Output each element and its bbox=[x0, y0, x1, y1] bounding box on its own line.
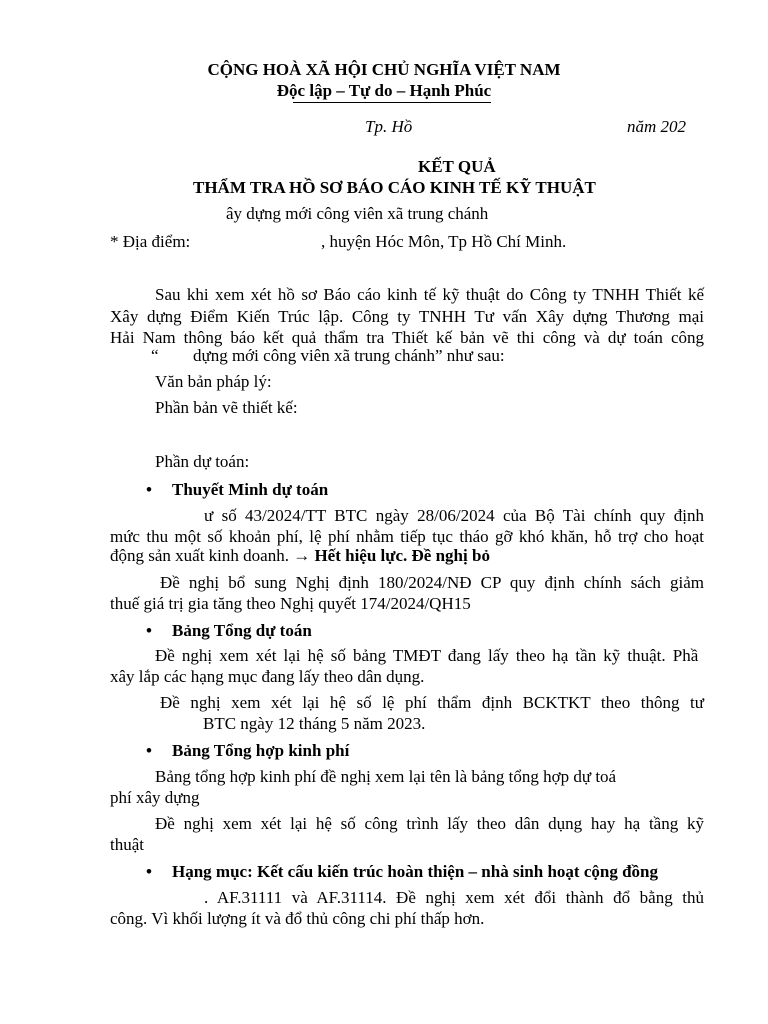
bullet-item-3 bbox=[146, 740, 349, 762]
section-estimate: Phần dự toán: bbox=[155, 452, 250, 471]
location-value: , huyện Hóc Môn, Tp Hồ Chí Minh. bbox=[321, 232, 567, 251]
document-subtitle: THẨM TRA HỒ SƠ BÁO CÁO KINH TẾ KỸ THUẬT bbox=[193, 178, 596, 197]
bullet-icon: • bbox=[146, 741, 152, 760]
bullet-label: Thuyết Minh dự toán bbox=[172, 480, 329, 499]
national-title: CỘNG HOÀ XÃ HỘI CHỦ NGHĨA VIỆT NAM bbox=[207, 60, 561, 79]
b4-p1-line-2: công. Vì khối lượng ít và đổ thủ công chi phí thấp hơn. bbox=[110, 909, 485, 928]
location-label: * Địa điểm: bbox=[110, 232, 191, 251]
b1-p1-line-3 bbox=[110, 545, 490, 567]
b1-p1-line-1: ư số 43/2024/TT BTC ngày 28/06/2024 của Bộ Tài chính quy định bbox=[204, 506, 704, 525]
b1-p2-line-2: thuế giá trị gia tăng theo Nghị quyết 174/2024/QH15 bbox=[110, 594, 471, 613]
b2-p1-line-1: Đề nghị xem xét lại hệ số bảng TMĐT đang lấy theo hạ tần kỹ thuật. Phầ bbox=[155, 646, 699, 665]
intro-line-1: Sau khi xem xét hồ sơ Báo cáo kinh tế kỹ thuật do Công ty TNHH Thiết kế bbox=[155, 285, 704, 304]
bullet-item-4 bbox=[146, 861, 658, 883]
motto-underline bbox=[293, 102, 491, 103]
b1-p1-line-3-bold: Hết hiệu lực. Đề nghị bỏ bbox=[314, 546, 490, 565]
b3-p2-line-2: thuật bbox=[110, 835, 144, 854]
intro-line-2: Xây dựng Điểm Kiến Trúc lập. Công ty TNHH Tư vấn Xây dựng Thương mại bbox=[110, 307, 704, 326]
bullet-label: Bảng Tổng hợp kinh phí bbox=[172, 741, 350, 760]
place-text: Tp. Hồ bbox=[365, 117, 413, 136]
bullet-item-2 bbox=[146, 620, 312, 642]
b3-p1-line-2: phí xây dựng bbox=[110, 788, 200, 807]
project-name: ây dựng mới công viên xã trung chánh bbox=[226, 204, 489, 223]
b1-p1-line-2: mức thu một số khoản phí, lệ phí nhằm tiếp tục tháo gỡ khó khăn, hỗ trợ cho hoạt bbox=[110, 527, 704, 546]
bullet-icon: • bbox=[146, 862, 152, 881]
bullet-item-1 bbox=[146, 479, 328, 501]
bullet-label: Hạng mục: Kết cấu kiến trúc hoàn thiện – nhà sinh hoạt cộng đồng bbox=[172, 862, 658, 881]
intro-line-4-quote: “ bbox=[151, 346, 159, 365]
intro-line-3: Hải Nam thông báo kết quả thẩm tra Thiết kế bản vẽ thi công và dự toán công bbox=[110, 328, 704, 347]
section-legal: Văn bản pháp lý: bbox=[155, 372, 272, 391]
bullet-icon: • bbox=[146, 621, 152, 640]
year-text: năm 202 bbox=[627, 117, 687, 136]
intro-line-4: dựng mới công viên xã trung chánh” như sau: bbox=[193, 346, 505, 365]
b2-p1-line-2: xây lắp các hạng mục đang lấy theo dân dụng. bbox=[110, 667, 425, 686]
b1-p1-line-3-text: động sản xuất kinh doanh. → bbox=[110, 546, 315, 565]
b2-p2-line-2: BTC ngày 12 tháng 5 năm 2023. bbox=[203, 714, 426, 733]
motto: Độc lập – Tự do – Hạnh Phúc bbox=[276, 81, 492, 100]
b3-p2-line-1: Đề nghị xem xét lại hệ số công trình lấy theo dân dụng hay hạ tầng kỹ bbox=[155, 814, 704, 833]
b4-p1-line-1: . AF.31111 và AF.31114. Đề nghị xem xét đổi thành đổ bằng thủ bbox=[204, 888, 704, 907]
b1-p2-line-1: Đề nghị bổ sung Nghị định 180/2024/NĐ CP quy định chính sách giảm bbox=[160, 573, 704, 592]
document-title: KẾT QUẢ bbox=[418, 157, 496, 176]
bullet-label: Bảng Tổng dự toán bbox=[172, 621, 312, 640]
section-drawings: Phần bản vẽ thiết kế: bbox=[155, 398, 298, 417]
bullet-icon: • bbox=[146, 480, 152, 499]
b2-p2-line-1: Đề nghị xem xét lại hệ số lệ phí thẩm định BCKTKT theo thông tư bbox=[160, 693, 704, 712]
b3-p1-line-1: Bảng tổng hợp kinh phí đề nghị xem lại tên là bảng tổng hợp dự toá bbox=[155, 767, 617, 786]
